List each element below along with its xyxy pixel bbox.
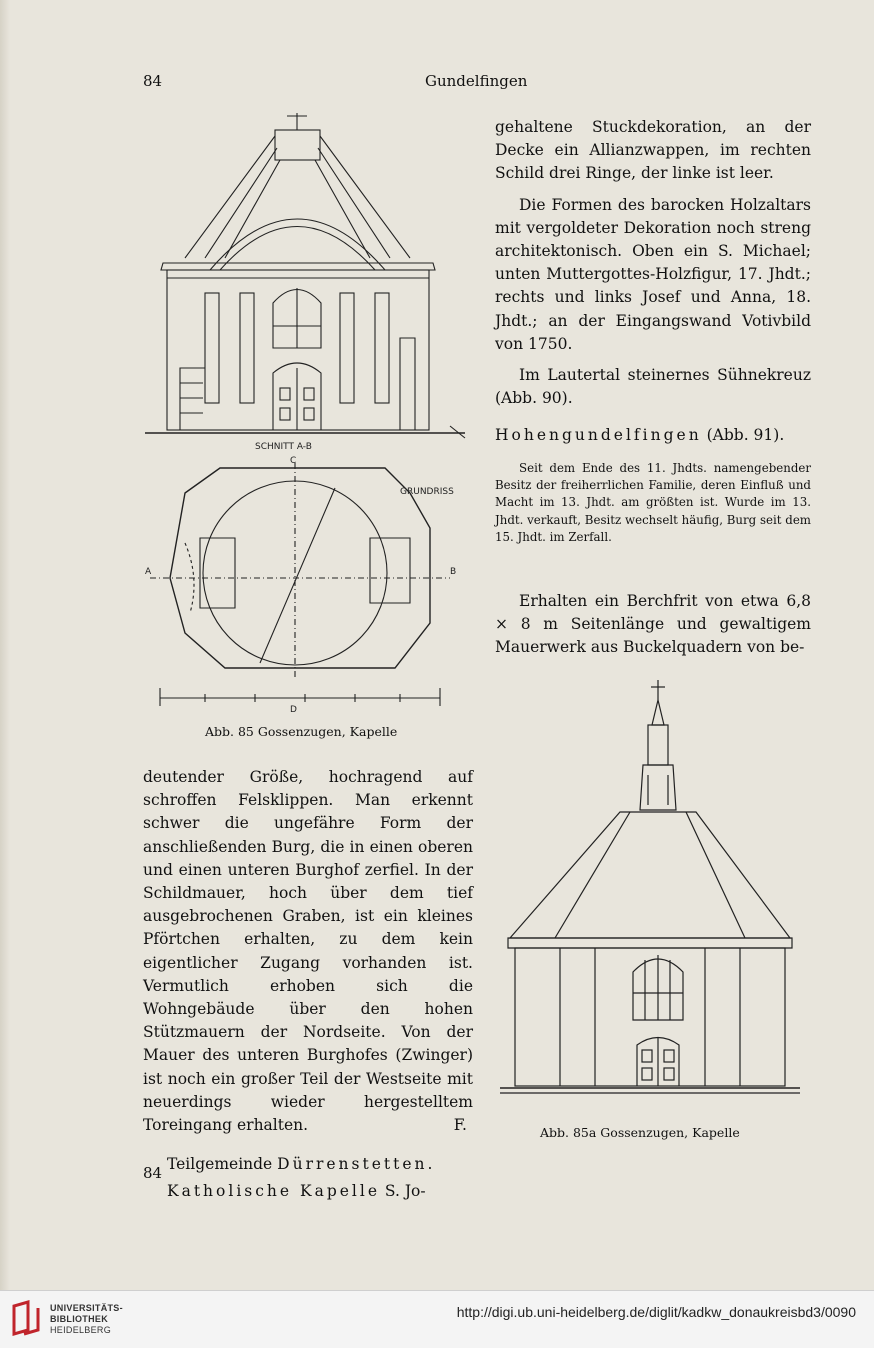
section-heading: [495, 424, 811, 447]
heading-ref: (Abb. 91).: [701, 426, 785, 445]
label-plan: GRUNDRISS: [400, 487, 454, 497]
roof-outline: [185, 136, 410, 258]
library-name-line-3: HEIDELBERG: [50, 1325, 112, 1335]
left-para-1-text: deutender Größe, hochragend auf schroffen Felsklippen. Man erkennt schwer die ungefähre Form der anschließenden Burg, die in einen oberen und einen unteren Burghof zerfiel. In der Schildmauer, hoch über dem tief ausgebrochenen Graben, ist ein kleines Pförtchen erhalten, zu dem kein eigentlicher Zugang vorhanden ist. Vermutlich erhoben sich die Wohngebäude über den hohen Stützmauern der Nordseite. Von der Mauer des unteren Burghofes (Zwinger) ist noch ein großer Teil der Westseite mit neuerdings wieder hergestelltem Toreingang erhalten.: [143, 768, 473, 1135]
chapel-wall: [515, 948, 785, 1086]
figure-85-drawing: [145, 108, 475, 713]
right-para-3: Im Lautertal steinernes Sühnekreuz (Abb. 90).: [495, 366, 811, 408]
right-para-1: gehaltene Stuckdekoration, an der Decke ein Allianzwappen, im rechten Schild drei Ringe, der linke ist leer.: [495, 118, 811, 183]
right-para-4: Erhalten ein Berchfrit von etwa 6,8 × 8 m Seitenlänge und gewaltigem Mauerwerk aus Buckelquadern von be-: [495, 592, 811, 657]
figure-85a-drawing: [500, 680, 800, 1110]
label-d: D: [290, 705, 297, 713]
library-name-line-2: BIBLIOTHEK: [50, 1314, 108, 1324]
label-c: C: [290, 456, 297, 466]
figure-85a-caption: Abb. 85a Gossenzugen, Kapelle: [540, 1125, 740, 1140]
chapel-roof: [510, 812, 790, 938]
library-name-line-1: UNIVERSITÄTS-: [50, 1303, 123, 1313]
subheading-place: Dürrenstetten.: [277, 1155, 436, 1174]
page-number-top: 84: [143, 72, 163, 90]
left-para-1: [143, 766, 473, 1137]
label-b: B: [450, 567, 457, 577]
figure-85-caption: Abb. 85 Gossenzugen, Kapelle: [205, 724, 398, 739]
lantern-spire: [652, 700, 664, 725]
heading-title: Hohengundelfingen: [495, 426, 702, 445]
source-url-link[interactable]: http://digi.ub.uni-heidelberg.de/diglit/kadkw_donaukreisbd3/0090: [456, 1304, 856, 1320]
plan-outline: [170, 468, 430, 668]
library-logo-icon: [10, 1300, 42, 1338]
subheading: [143, 1153, 473, 1176]
label-section: SCHNITT A-B: [255, 442, 312, 452]
last-line: [143, 1180, 473, 1203]
running-title: Gundelfingen: [425, 72, 528, 90]
lantern: [275, 130, 320, 160]
left-column: [143, 766, 473, 1204]
right-para-2: Die Formen des barocken Holzaltars mit vergoldeter Dekoration noch streng architektonisch. Oben ein S. Michael; unten Muttergottes-Holzfigur, 17. Jhdt.; rechts und links Josef und Anna, 18. Jhdt.; an der Eingangswand Votivbild von 1750.: [495, 195, 811, 353]
last-line-spaced: Katholische Kapelle: [167, 1182, 380, 1201]
page-number-bottom: 84: [143, 1164, 163, 1182]
label-a: A: [145, 567, 152, 577]
author-signature: F.: [453, 1116, 467, 1135]
right-small-paragraph: Seit dem Ende des 11. Jhdts. namengebender Besitz der freiherrlichen Familie, deren Einfluß und Macht im 13. Jhdt. am größten ist. Wurde im 13. Jhdt. verkauft, Besitz wechselt häufig, Burg seit dem 15. Jhdt. im Zerfall.: [495, 461, 811, 544]
viewer-footer: [0, 1290, 874, 1348]
last-line-rest: S. Jo-: [380, 1182, 426, 1201]
right-column: [495, 116, 811, 448]
subheading-prefix: Teilgemeinde: [167, 1155, 278, 1174]
